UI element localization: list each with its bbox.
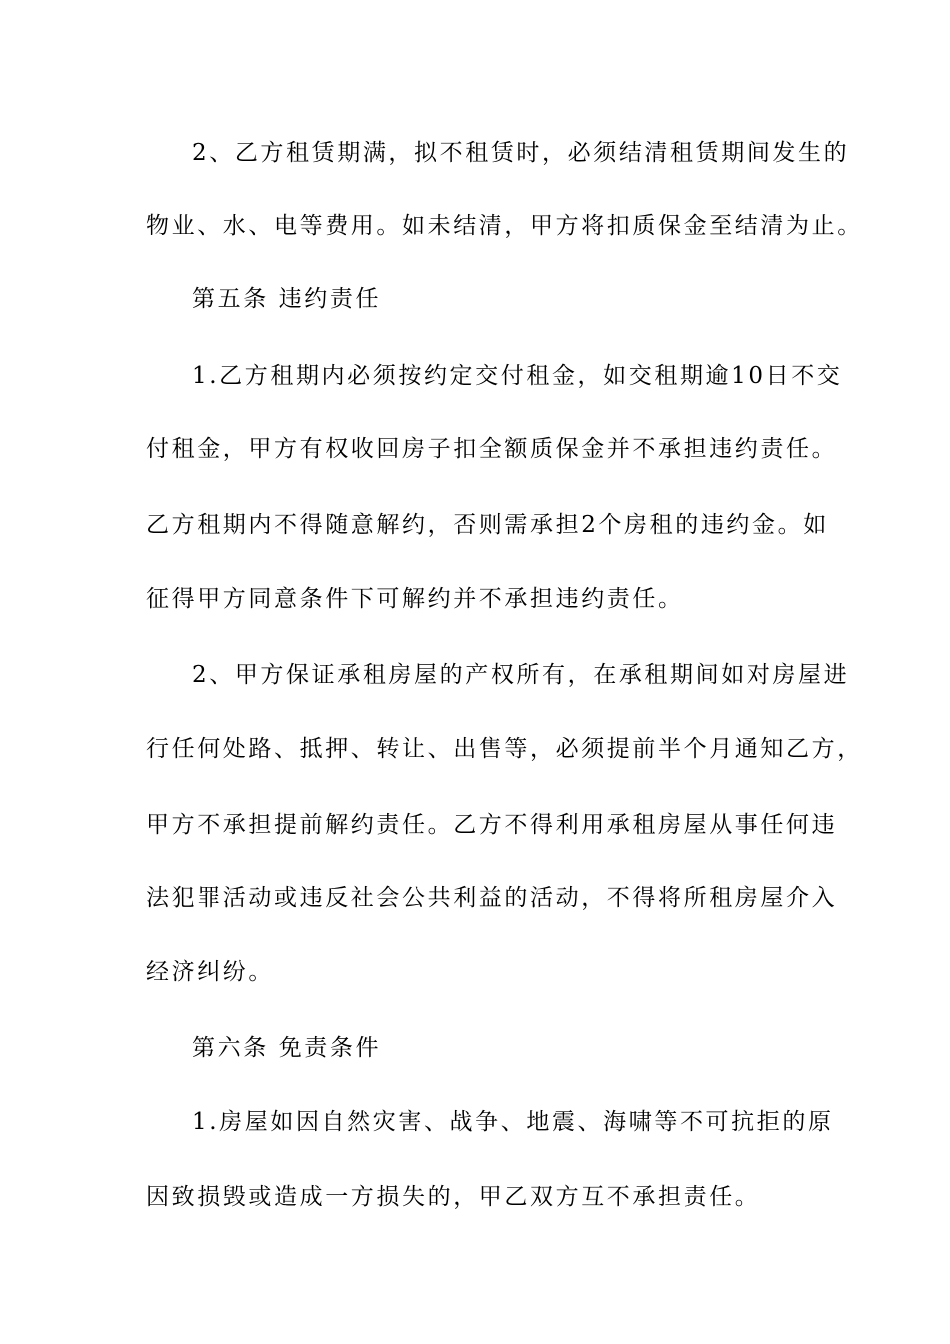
paragraph-line: 1.乙方租期内必须按约定交付租金，如交租期逾10日不交 bbox=[192, 363, 843, 389]
section-heading: 第六条 免责条件 bbox=[192, 1035, 382, 1061]
paragraph-line: 法犯罪活动或违反社会公共利益的活动，不得将所租房屋介入 bbox=[146, 885, 838, 911]
paragraph-line: 乙方租期内不得随意解约，否则需承担2个房租的违约金。如 bbox=[146, 512, 829, 538]
paragraph-line: 甲方不承担提前解约责任。乙方不得利用承租房屋从事任何违 bbox=[146, 812, 838, 838]
section-heading: 第五条 违约责任 bbox=[192, 286, 382, 312]
paragraph-line: 物业、水、电等费用。如未结清，甲方将扣质保金至结清为止。 bbox=[146, 213, 863, 239]
paragraph-line: 经济纠纷。 bbox=[146, 959, 274, 985]
paragraph-line: 付租金，甲方有权收回房子扣全额质保金并不承担违约责任。 bbox=[146, 436, 838, 462]
paragraph-line: 征得甲方同意条件下可解约并不承担违约责任。 bbox=[146, 586, 684, 612]
paragraph-line: 因致损毁或造成一方损失的，甲乙双方互不承担责任。 bbox=[146, 1184, 761, 1210]
paragraph-line: 1.房屋如因自然灾害、战争、地震、海啸等不可抗拒的原 bbox=[192, 1109, 834, 1135]
paragraph-line: 2、甲方保证承租房屋的产权所有，在承租期间如对房屋进 bbox=[192, 662, 850, 688]
paragraph-line: 2、乙方租赁期满，拟不租赁时，必须结清租赁期间发生的 bbox=[192, 140, 850, 166]
paragraph-line: 行任何处路、抵押、转让、出售等，必须提前半个月通知乙方， bbox=[146, 736, 863, 762]
